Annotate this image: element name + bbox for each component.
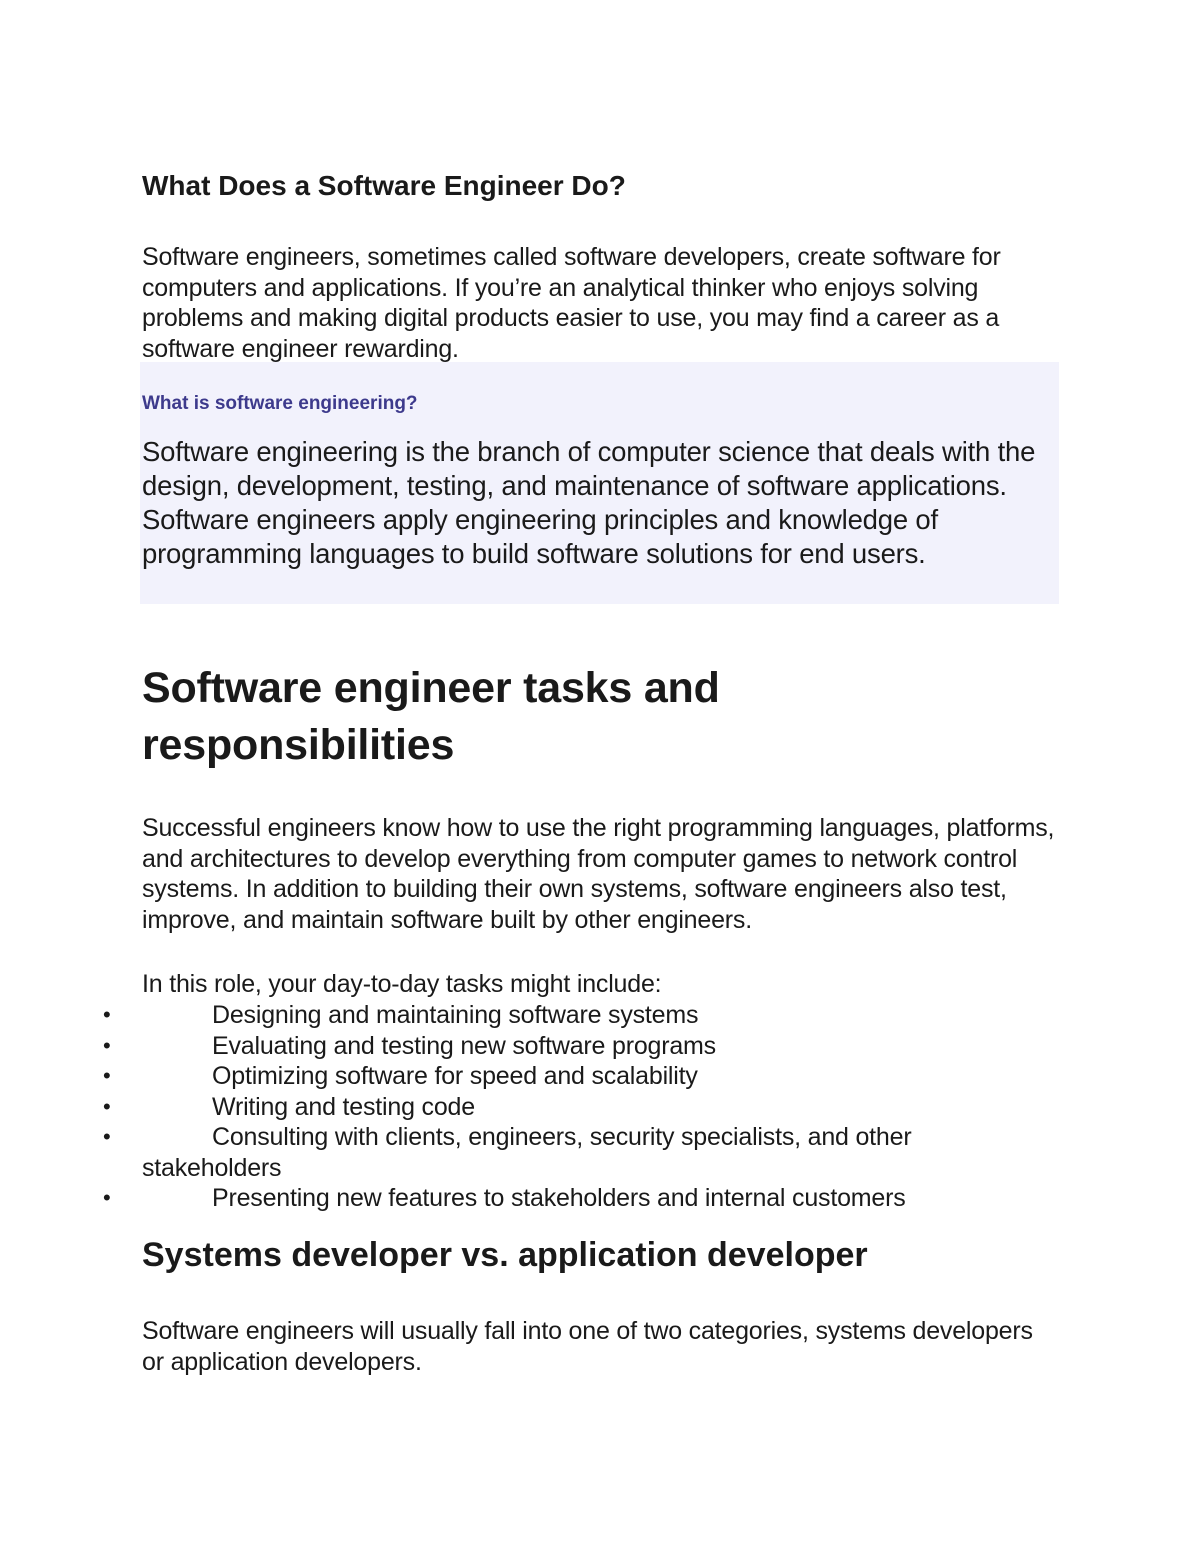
- list-item: [0, 1092, 1000, 1123]
- section-heading: Software engineer tasks and responsibilities: [142, 664, 720, 769]
- intro-paragraph: Software engineers, sometimes called software developers, create software for computers and applications. If you’re an analytical thinker who enjoys solving problems and making digital products easier to use, you may find a career as a software engineer rewarding.: [142, 243, 1001, 363]
- subheading: Systems developer vs. application developer: [142, 1236, 868, 1274]
- bullet-icon: •: [103, 1063, 111, 1088]
- list-item-text: Consulting with clients, engineers, security specialists, and other stakeholders: [142, 1123, 912, 1182]
- tasks-lead: In this role, your day-to-day tasks might include:: [142, 970, 662, 998]
- callout-question: What is software engineering?: [142, 393, 418, 414]
- bullet-icon: •: [103, 1185, 111, 1210]
- list-item-text: Designing and maintaining software systems: [212, 1001, 699, 1029]
- section-paragraph: Successful engineers know how to use the right programming languages, platforms, and architectures to develop everything from computer games to network control systems. In addition to building their own systems, software engineers also test, improve, and maintain software built by other engineers.: [142, 814, 1055, 934]
- bullet-icon: •: [103, 1093, 111, 1119]
- list-item-text: Optimizing software for speed and scalability: [212, 1062, 698, 1090]
- bullet-icon: •: [103, 1032, 111, 1058]
- list-item-text: Writing and testing code: [212, 1092, 475, 1121]
- list-item-text: Presenting new features to stakeholders and internal customers: [212, 1184, 906, 1212]
- closing-paragraph: Software engineers will usually fall into one of two categories, systems developers or application developers.: [142, 1317, 1033, 1376]
- list-item: [0, 1031, 1000, 1062]
- page-title: What Does a Software Engineer Do?: [142, 170, 626, 201]
- callout-answer: Software engineering is the branch of computer science that deals with the design, development, testing, and maintenance of software applications. Software engineers apply engineering principles and knowledge of programming languages to build software solutions for end users.: [142, 436, 1036, 569]
- list-item: [0, 1122, 1000, 1183]
- list-item: [0, 1061, 1000, 1092]
- list-item-text: Evaluating and testing new software programs: [212, 1031, 716, 1060]
- bullet-icon: •: [103, 1124, 111, 1149]
- list-item: [0, 1183, 1000, 1214]
- list-item: [0, 1000, 1000, 1031]
- bullet-icon: •: [103, 1002, 111, 1027]
- task-list: [0, 1000, 1000, 1214]
